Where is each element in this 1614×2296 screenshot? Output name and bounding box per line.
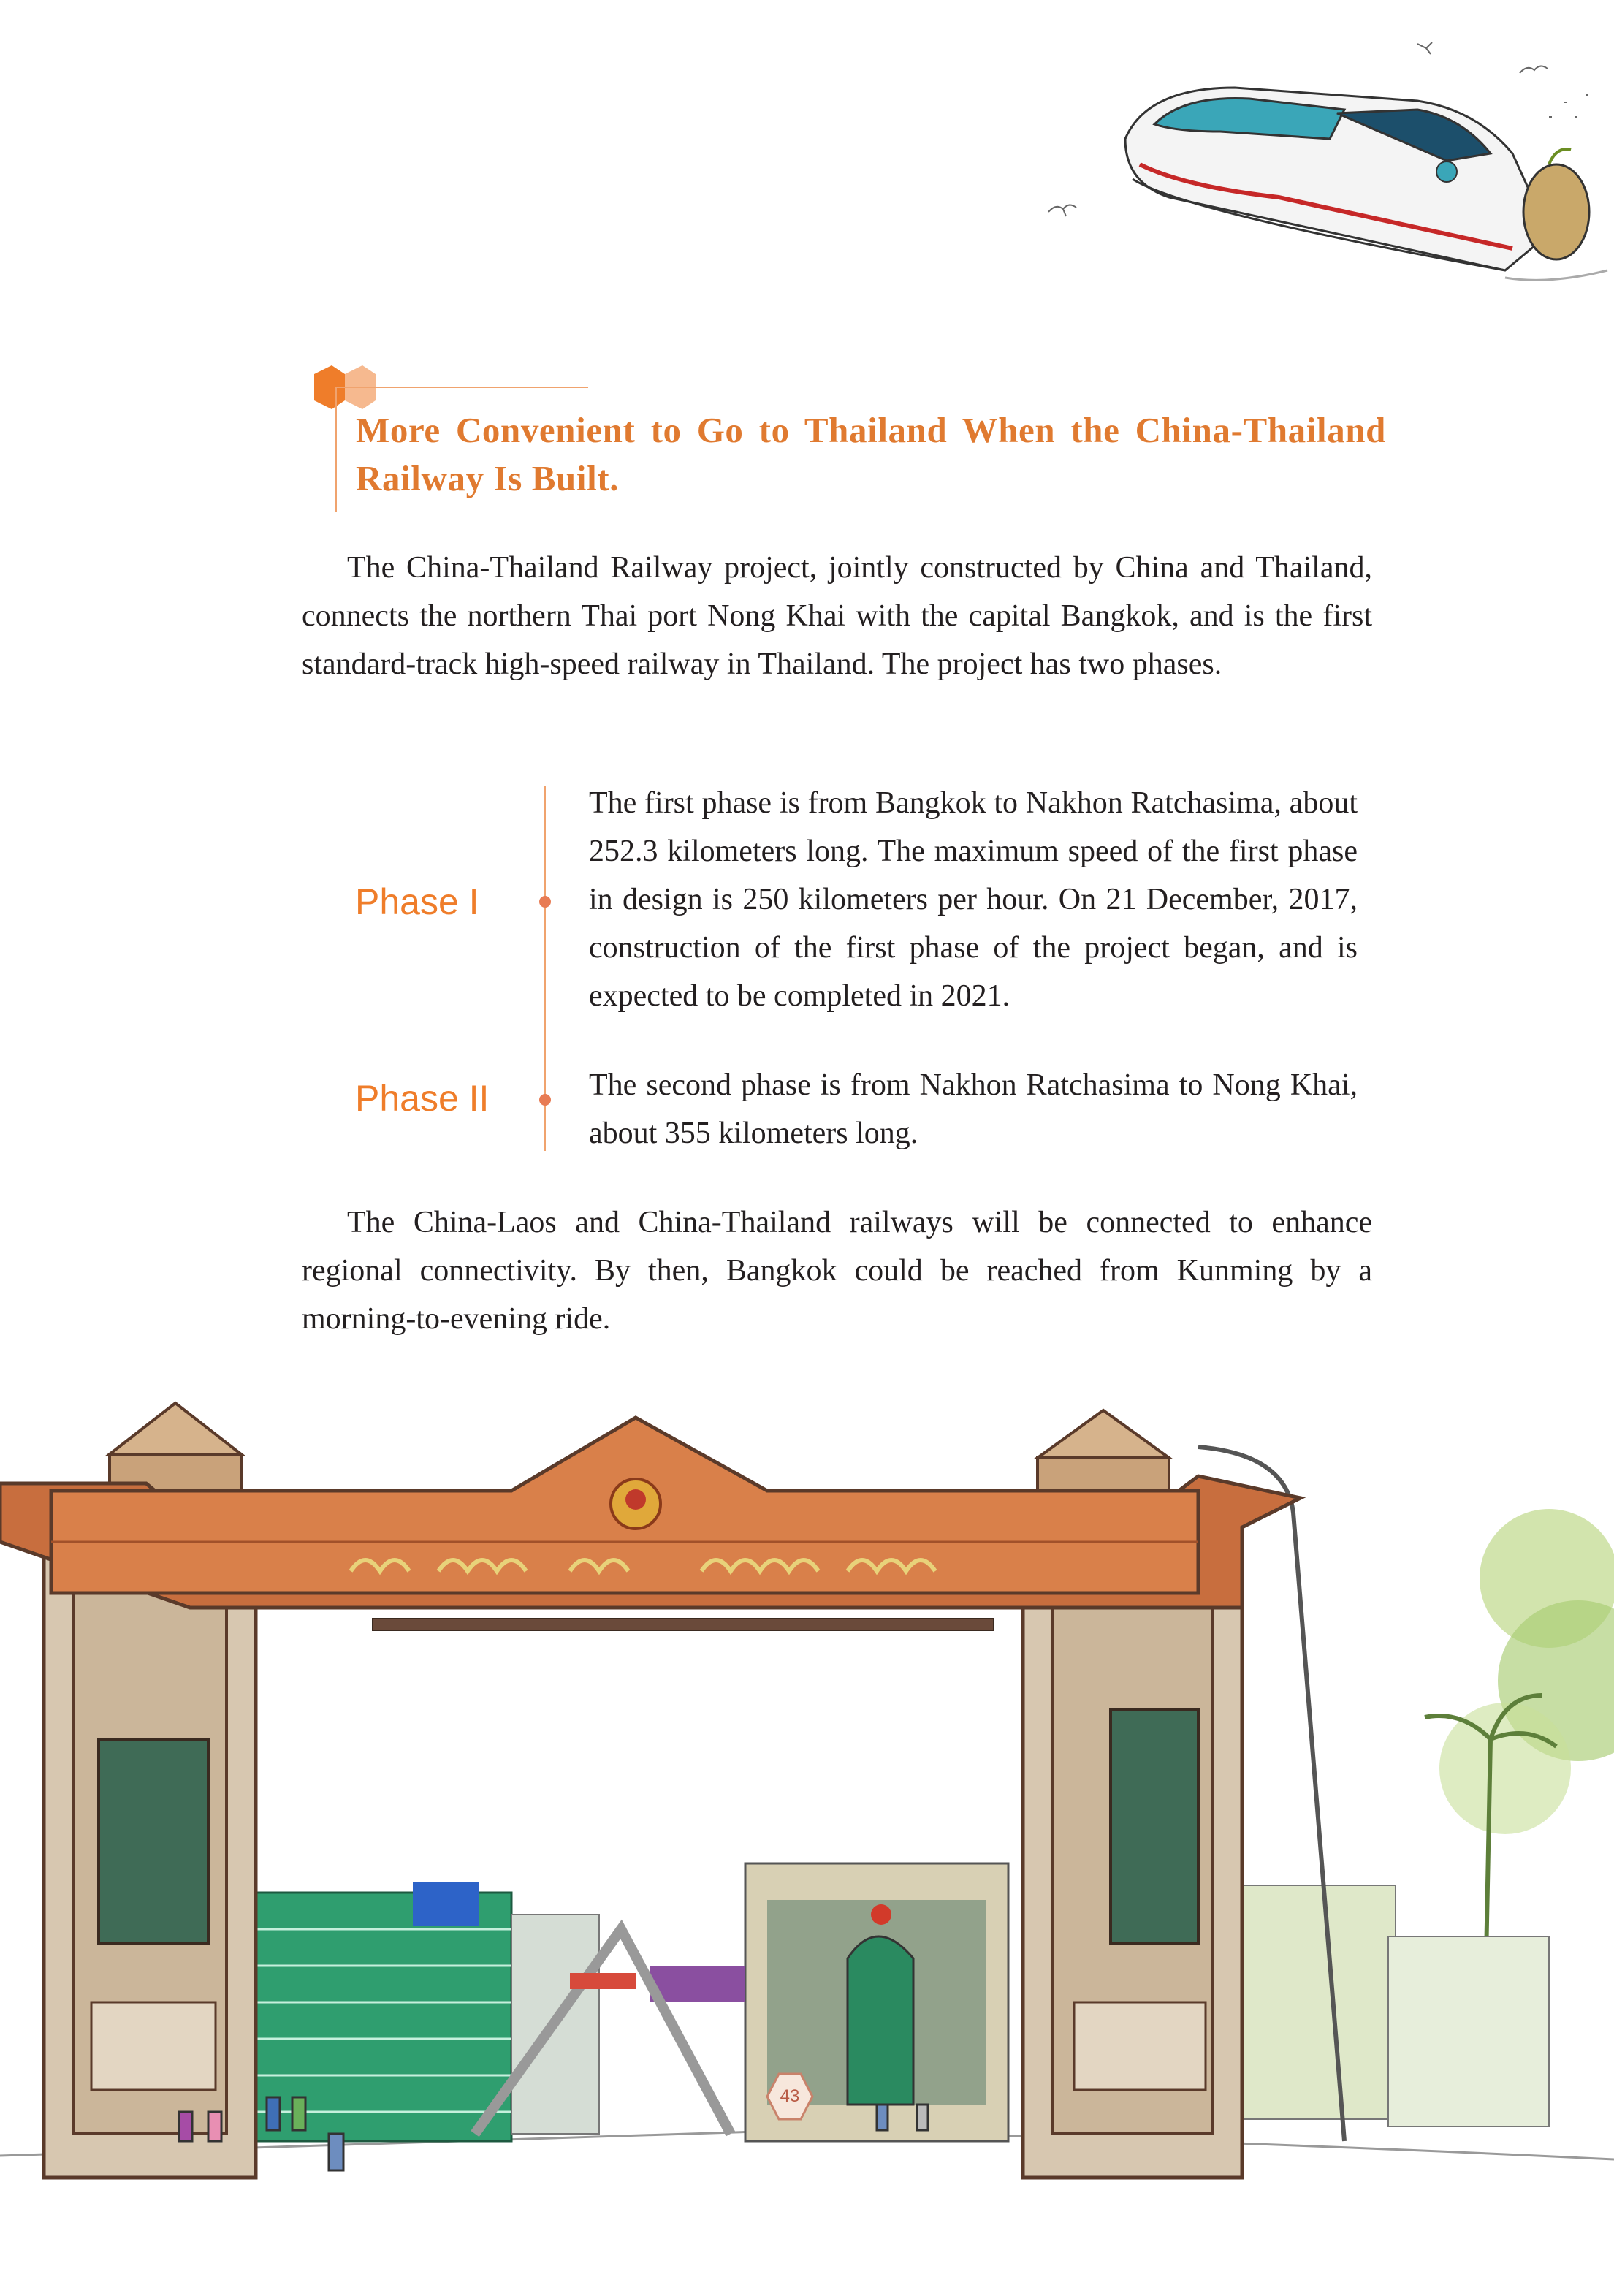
border-gate-illustration (0, 1301, 1614, 2296)
phase-2-text: The second phase is from Nakhon Ratchasima to Nong Khai, about 355 kilometers long. (589, 1068, 1358, 1150)
intro-paragraph: The China-Thailand Railway project, jointly constructed by China and Thailand, connects the northern Thai port Nong Khai with the capital Bangkok, and is the first standard-track high-speed railway in Thailand. The project has two phases. (302, 551, 1372, 681)
phase-1-label: Phase I (355, 881, 479, 922)
page-number: 43 (780, 2086, 800, 2106)
timeline-dot-phase-2 (539, 1094, 551, 1106)
phase-2-label: Phase II (355, 1078, 490, 1119)
phase-1-text: The first phase is from Bangkok to Nakhon Ratchasima, about 252.3 kilometers long. The maximum speed of the first phase in design is 250 kilometers per hour. On 21 December, 2017, construction of the first phase of the project began, and is expected to be completed in 2021. (589, 786, 1358, 1013)
timeline-dot-phase-1 (539, 896, 551, 908)
section-title: More Convenient to Go to Thailand When the China-Thailand Railway Is Built. (356, 410, 1386, 498)
high-speed-train-illustration (1038, 15, 1614, 322)
closing-paragraph: The China-Laos and China-Thailand railways will be connected to enhance regional connectivity. By then, Bangkok could be reached from Kunming by a morning-to-evening ride. (302, 1206, 1372, 1336)
